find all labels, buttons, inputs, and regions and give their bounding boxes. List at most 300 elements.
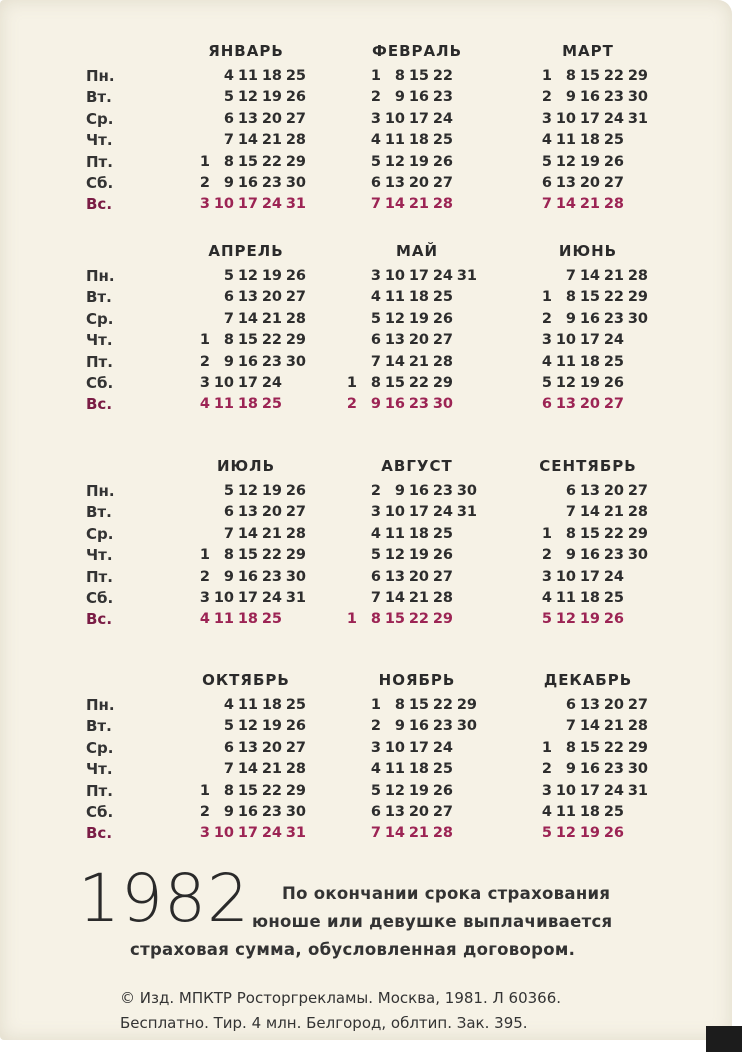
date-cell: 8	[223, 332, 234, 349]
date-cell: 2	[370, 89, 381, 106]
date-cell: 21	[261, 761, 282, 778]
date-cell: 8	[370, 374, 381, 391]
date-cell: 9	[565, 547, 576, 564]
date-cell: 26	[285, 483, 306, 499]
date-cell: 4	[370, 761, 381, 778]
date-cell: 28	[285, 525, 306, 542]
weekday-row	[162, 330, 330, 351]
date-cell: 17	[579, 332, 600, 349]
date-cell: 4	[541, 589, 552, 606]
date-cell: 23	[261, 353, 282, 370]
date-cell: 17	[408, 504, 429, 521]
weekday-labels	[86, 66, 146, 216]
date-cell: 25	[432, 761, 453, 778]
date-cell: 27	[432, 174, 453, 191]
date-cell: 16	[408, 718, 429, 735]
date-cell: 29	[432, 374, 453, 391]
date-cell: 21	[261, 310, 282, 327]
date-cell: 1	[199, 153, 210, 170]
month-block	[162, 36, 330, 216]
date-cell: 6	[541, 174, 552, 191]
date-cell: 16	[579, 547, 600, 564]
date-cell: 22	[261, 153, 282, 170]
date-cell: 24	[432, 110, 453, 127]
date-cell: 20	[579, 174, 600, 191]
date-cell: 13	[555, 396, 576, 413]
date-cell: 15	[408, 697, 429, 713]
weekday-row	[333, 330, 501, 351]
date-cell: 18	[579, 803, 600, 820]
date-cell: 11	[384, 132, 405, 149]
weekday-row	[162, 567, 330, 588]
date-cell: 27	[627, 697, 648, 713]
date-cell: 28	[285, 310, 306, 327]
weekday-row	[504, 394, 672, 415]
date-cell: 30	[456, 483, 477, 499]
weekday-row	[504, 609, 672, 630]
date-cell: 15	[237, 332, 258, 349]
date-cell: 3	[199, 825, 210, 842]
date-cell: 8	[223, 782, 234, 799]
date-cell: 5	[541, 374, 552, 391]
date-cell: 11	[384, 525, 405, 542]
date-cell: 15	[579, 739, 600, 756]
date-cell: 18	[237, 611, 258, 628]
weekday-label: Вт.	[86, 717, 112, 736]
date-cell: 8	[565, 525, 576, 542]
date-cell: 14	[237, 761, 258, 778]
date-cell: 16	[579, 761, 600, 778]
weekday-row	[333, 738, 501, 759]
weekday-label: Сб.	[86, 373, 114, 392]
date-cell: 26	[432, 547, 453, 564]
weekday-row	[333, 588, 501, 609]
date-cell: 17	[408, 110, 429, 127]
weekday-row	[333, 130, 501, 151]
date-cell: 5	[370, 153, 381, 170]
date-cell: 22	[261, 547, 282, 564]
date-cell: 1	[199, 547, 210, 564]
date-cell: 8	[565, 68, 576, 84]
date-cell: 1	[541, 68, 552, 84]
date-cell: 1	[370, 697, 381, 713]
publisher-line: © Изд. МПКТР Росторгрекламы. Москва, 1981. Л 60366.	[120, 989, 562, 1007]
weekday-label: Чт.	[86, 331, 113, 350]
date-cell: 2	[541, 89, 552, 106]
date-cell: 5	[370, 547, 381, 564]
month-name: АВГУСТ	[381, 457, 453, 475]
insurance-note-line-2: юноше или девушке выплачивается	[252, 912, 613, 931]
date-cell: 12	[555, 611, 576, 628]
date-cell: 15	[579, 68, 600, 84]
date-cell: 19	[579, 374, 600, 391]
weekday-row	[504, 759, 672, 780]
date-cell: 22	[603, 525, 624, 542]
date-cell: 3	[370, 268, 381, 284]
date-cell: 29	[627, 739, 648, 756]
date-cell: 7	[565, 718, 576, 735]
weekday-row	[162, 545, 330, 566]
weekday-row	[504, 109, 672, 130]
date-cell: 29	[627, 525, 648, 542]
month-name: АПРЕЛЬ	[208, 242, 284, 260]
weekday-row	[333, 152, 501, 173]
date-cell: 8	[223, 153, 234, 170]
date-cell: 14	[384, 825, 405, 842]
date-cell: 22	[432, 68, 453, 84]
weekday-row	[504, 309, 672, 330]
date-cell: 24	[603, 332, 624, 349]
date-cell: 13	[237, 289, 258, 306]
date-cell: 1	[346, 374, 357, 391]
date-cell: 3	[541, 568, 552, 585]
date-cell: 28	[627, 268, 648, 284]
date-cell: 6	[370, 174, 381, 191]
date-cell: 12	[237, 718, 258, 735]
month-name: МАЙ	[395, 242, 439, 260]
year-title: 1982	[78, 860, 250, 937]
date-cell: 15	[384, 374, 405, 391]
date-cell: 5	[541, 611, 552, 628]
weekday-label: Пт.	[86, 567, 113, 586]
date-cell: 13	[579, 483, 600, 499]
date-cell: 2	[199, 174, 210, 191]
weekday-row	[504, 330, 672, 351]
date-cell: 21	[579, 196, 600, 213]
weekday-label: Пн.	[86, 267, 115, 285]
date-cell: 31	[456, 268, 477, 284]
weekday-row	[333, 716, 501, 737]
date-cell: 2	[541, 547, 552, 564]
weekday-label: Вт.	[86, 503, 112, 522]
date-cell: 28	[603, 196, 624, 213]
date-cell: 22	[603, 289, 624, 306]
date-cell: 29	[432, 611, 453, 628]
date-cell: 16	[237, 353, 258, 370]
date-cell: 6	[223, 110, 234, 127]
date-cell: 25	[432, 525, 453, 542]
date-cell: 10	[384, 268, 405, 284]
date-cell: 9	[223, 568, 234, 585]
date-cell: 10	[555, 782, 576, 799]
weekday-row	[162, 152, 330, 173]
date-cell: 26	[285, 718, 306, 735]
weekday-row	[333, 545, 501, 566]
date-cell: 23	[432, 89, 453, 106]
weekday-row	[504, 287, 672, 308]
weekday-row	[504, 823, 672, 844]
weekday-row	[162, 266, 330, 287]
date-cell: 20	[603, 697, 624, 713]
date-cell: 19	[408, 310, 429, 327]
date-cell: 24	[261, 196, 282, 213]
date-cell: 6	[565, 483, 576, 499]
date-cell: 20	[408, 332, 429, 349]
date-cell: 10	[384, 110, 405, 127]
date-cell: 13	[579, 697, 600, 713]
date-cell: 11	[555, 589, 576, 606]
date-cell: 14	[555, 196, 576, 213]
date-cell: 22	[408, 374, 429, 391]
date-cell: 6	[541, 396, 552, 413]
date-cell: 14	[237, 310, 258, 327]
weekday-row	[504, 545, 672, 566]
date-cell: 8	[370, 611, 381, 628]
date-cell: 30	[285, 174, 306, 191]
date-cell: 25	[261, 396, 282, 413]
date-cell: 14	[384, 353, 405, 370]
weekday-row	[333, 173, 501, 194]
insurance-note-line-1: По окончании срока страхования	[282, 884, 611, 903]
date-cell: 14	[579, 718, 600, 735]
date-cell: 19	[579, 153, 600, 170]
date-cell: 3	[199, 589, 210, 606]
weekday-row	[162, 781, 330, 802]
date-cell: 11	[213, 611, 234, 628]
date-cell: 5	[541, 153, 552, 170]
date-cell: 28	[285, 761, 306, 778]
date-cell: 23	[408, 396, 429, 413]
date-cell: 12	[237, 483, 258, 499]
date-cell: 19	[408, 547, 429, 564]
date-cell: 25	[603, 589, 624, 606]
date-cell: 15	[579, 525, 600, 542]
date-cell: 28	[627, 504, 648, 521]
date-cell: 25	[603, 803, 624, 820]
date-cell: 23	[603, 547, 624, 564]
date-cell: 20	[261, 739, 282, 756]
weekday-row	[504, 524, 672, 545]
date-cell: 29	[285, 153, 306, 170]
month-name: ФЕВРАЛЬ	[371, 42, 463, 60]
date-cell: 5	[223, 268, 234, 284]
date-cell: 15	[237, 782, 258, 799]
weekday-label: Ср.	[86, 738, 114, 757]
weekday-row	[162, 194, 330, 215]
date-cell: 13	[384, 568, 405, 585]
date-cell: 29	[285, 547, 306, 564]
date-cell: 22	[432, 697, 453, 713]
date-cell: 29	[456, 697, 477, 713]
date-cell: 6	[223, 504, 234, 521]
month-block	[162, 451, 330, 631]
date-cell: 14	[579, 268, 600, 284]
date-cell: 23	[603, 89, 624, 106]
date-cell: 23	[261, 803, 282, 820]
date-cell: 15	[579, 289, 600, 306]
weekday-row	[504, 588, 672, 609]
weekday-label: Пн.	[86, 482, 115, 500]
date-cell: 24	[603, 568, 624, 585]
date-cell: 20	[408, 568, 429, 585]
month-block	[333, 451, 501, 631]
date-cell: 14	[384, 589, 405, 606]
date-cell: 3	[541, 110, 552, 127]
date-cell: 16	[384, 396, 405, 413]
date-cell: 17	[237, 589, 258, 606]
date-cell: 29	[627, 289, 648, 306]
date-cell: 4	[223, 697, 234, 713]
date-cell: 21	[603, 268, 624, 284]
date-cell: 18	[408, 132, 429, 149]
date-cell: 14	[579, 504, 600, 521]
date-cell: 7	[370, 353, 381, 370]
date-cell: 27	[285, 110, 306, 127]
date-cell: 30	[285, 568, 306, 585]
month-name: СЕНТЯБРЬ	[539, 457, 637, 475]
month-name: МАРТ	[562, 42, 614, 60]
weekday-row	[162, 309, 330, 330]
date-cell: 12	[237, 268, 258, 284]
weekday-label: Пн.	[86, 696, 115, 714]
date-cell: 17	[237, 196, 258, 213]
date-cell: 28	[627, 718, 648, 735]
date-cell: 19	[261, 89, 282, 106]
date-cell: 20	[603, 483, 624, 499]
date-cell: 27	[603, 396, 624, 413]
date-cell: 12	[384, 153, 405, 170]
weekday-labels	[86, 695, 146, 845]
weekday-row	[162, 759, 330, 780]
date-cell: 7	[370, 196, 381, 213]
date-cell: 4	[370, 289, 381, 306]
weekday-row	[333, 695, 501, 716]
date-cell: 20	[408, 174, 429, 191]
date-cell: 31	[285, 825, 306, 842]
month-name: ИЮНЬ	[558, 242, 618, 260]
date-cell: 26	[432, 153, 453, 170]
weekday-row	[504, 781, 672, 802]
date-cell: 3	[370, 739, 381, 756]
date-cell: 27	[603, 174, 624, 191]
date-cell: 7	[541, 196, 552, 213]
weekday-row	[162, 695, 330, 716]
date-cell: 25	[432, 289, 453, 306]
date-cell: 30	[627, 89, 648, 106]
date-cell: 2	[199, 568, 210, 585]
date-cell: 17	[237, 374, 258, 391]
month-block	[162, 665, 330, 845]
date-cell: 13	[384, 803, 405, 820]
date-cell: 21	[408, 825, 429, 842]
date-cell: 30	[627, 761, 648, 778]
weekday-row	[162, 173, 330, 194]
weekday-label: Пн.	[86, 67, 115, 85]
date-cell: 5	[370, 310, 381, 327]
weekday-row	[333, 87, 501, 108]
date-cell: 29	[627, 68, 648, 84]
date-cell: 27	[432, 803, 453, 820]
date-cell: 26	[603, 153, 624, 170]
date-cell: 18	[579, 132, 600, 149]
month-block	[333, 36, 501, 216]
weekday-row	[162, 66, 330, 87]
month-name: ОКТЯБРЬ	[202, 671, 290, 689]
date-cell: 20	[261, 110, 282, 127]
date-cell: 6	[370, 332, 381, 349]
date-cell: 25	[285, 68, 306, 84]
weekday-row	[333, 524, 501, 545]
date-cell: 4	[541, 353, 552, 370]
date-cell: 19	[579, 611, 600, 628]
weekday-row	[162, 524, 330, 545]
date-cell: 29	[285, 332, 306, 349]
date-cell: 17	[408, 268, 429, 284]
weekday-label: Пт.	[86, 781, 113, 800]
date-cell: 12	[555, 825, 576, 842]
date-cell: 3	[370, 110, 381, 127]
weekday-row	[333, 481, 501, 502]
weekday-label: Вс.	[86, 610, 113, 629]
date-cell: 5	[223, 89, 234, 106]
date-cell: 12	[384, 547, 405, 564]
date-cell: 24	[603, 782, 624, 799]
weekday-label: Пт.	[86, 152, 113, 171]
weekday-label: Сб.	[86, 173, 114, 192]
weekday-label: Чт.	[86, 760, 113, 779]
date-cell: 4	[199, 611, 210, 628]
print-info-line: Бесплатно. Тир. 4 млн. Белгород, облтип. Зак. 395.	[120, 1014, 528, 1032]
weekday-row	[162, 394, 330, 415]
date-cell: 24	[261, 825, 282, 842]
weekday-row	[162, 373, 330, 394]
date-cell: 19	[579, 825, 600, 842]
date-cell: 21	[603, 718, 624, 735]
date-cell: 15	[384, 611, 405, 628]
date-cell: 14	[237, 525, 258, 542]
date-cell: 9	[394, 718, 405, 735]
date-cell: 10	[213, 196, 234, 213]
date-cell: 16	[237, 174, 258, 191]
date-cell: 9	[394, 483, 405, 499]
date-cell: 26	[432, 310, 453, 327]
date-cell: 5	[223, 718, 234, 735]
date-cell: 11	[213, 396, 234, 413]
weekday-row	[333, 394, 501, 415]
date-cell: 22	[603, 739, 624, 756]
month-block	[504, 36, 672, 216]
date-cell: 31	[285, 196, 306, 213]
weekday-row	[333, 66, 501, 87]
date-cell: 19	[408, 782, 429, 799]
month-name: ИЮЛЬ	[216, 457, 276, 475]
date-cell: 22	[603, 68, 624, 84]
date-cell: 11	[384, 761, 405, 778]
date-cell: 20	[579, 396, 600, 413]
date-cell: 12	[555, 374, 576, 391]
date-cell: 23	[261, 568, 282, 585]
weekday-row	[504, 173, 672, 194]
date-cell: 3	[199, 374, 210, 391]
date-cell: 4	[541, 132, 552, 149]
date-cell: 2	[541, 310, 552, 327]
date-cell: 11	[237, 697, 258, 713]
date-cell: 25	[603, 132, 624, 149]
date-cell: 1	[541, 525, 552, 542]
month-block	[162, 236, 330, 416]
date-cell: 2	[541, 761, 552, 778]
date-cell: 6	[370, 803, 381, 820]
date-cell: 7	[565, 268, 576, 284]
weekday-label: Сб.	[86, 802, 114, 821]
date-cell: 13	[384, 332, 405, 349]
month-block	[333, 665, 501, 845]
weekday-row	[333, 287, 501, 308]
weekday-labels	[86, 266, 146, 416]
weekday-label: Ср.	[86, 109, 114, 128]
month-block	[504, 665, 672, 845]
date-cell: 7	[370, 825, 381, 842]
